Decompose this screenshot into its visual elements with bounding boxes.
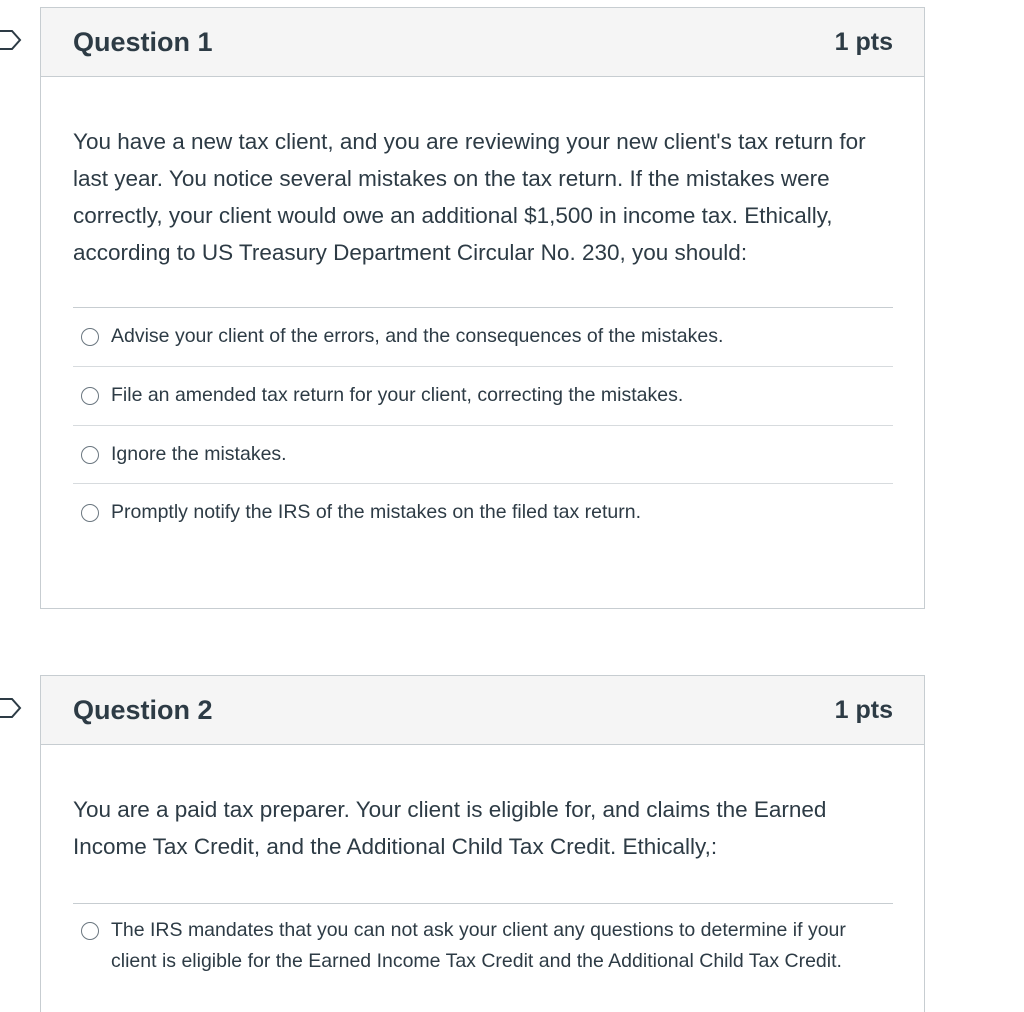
question-body [41, 745, 924, 977]
question-header [41, 8, 924, 77]
question-text: You are a paid tax preparer. Your client is eligible for, and claims the Earned Income Tax Credit, and the Additional Child Tax Credit. Ethically,: [73, 797, 827, 859]
question-title: Question 1 [73, 26, 213, 57]
radio-button[interactable] [81, 922, 99, 940]
answer-option[interactable] [73, 904, 893, 977]
answer-label[interactable]: File an amended tax return for your client, correcting the mistakes. [111, 384, 684, 406]
answer-label[interactable]: Ignore the mistakes. [111, 443, 287, 465]
question-body [41, 77, 924, 542]
question-2 [40, 675, 925, 1012]
answer-option[interactable] [73, 484, 893, 542]
flag-question-icon[interactable] [0, 697, 24, 719]
question-header [41, 676, 924, 745]
question-text: You have a new tax client, and you are reviewing your new client's tax return for last year. You notice several mistakes on the tax return. If the mistakes were correctly, your client would owe an additional $1,500 in income tax. Ethically, according to US Treasury Department Circular No. 230, you should: [73, 129, 866, 265]
radio-button[interactable] [81, 387, 99, 405]
question-points: 1 pts [834, 695, 893, 724]
answer-option[interactable] [73, 367, 893, 426]
question-1 [40, 7, 925, 609]
answer-label[interactable]: Advise your client of the errors, and the consequences of the mistakes. [111, 325, 724, 347]
question-title: Question 2 [73, 694, 213, 725]
answer-label[interactable]: The IRS mandates that you can not ask your client any questions to determine if your client is eligible for the Earned Income Tax Credit and the Additional Child Tax Credit. [111, 919, 846, 972]
answer-list [73, 903, 893, 977]
answer-label[interactable]: Promptly notify the IRS of the mistakes on the filed tax return. [111, 501, 641, 523]
answer-list [73, 307, 893, 542]
radio-button[interactable] [81, 446, 99, 464]
radio-button[interactable] [81, 504, 99, 522]
flag-question-icon[interactable] [0, 29, 24, 51]
radio-button[interactable] [81, 328, 99, 346]
question-points: 1 pts [834, 27, 893, 56]
answer-option[interactable] [73, 308, 893, 367]
answer-option[interactable] [73, 426, 893, 484]
